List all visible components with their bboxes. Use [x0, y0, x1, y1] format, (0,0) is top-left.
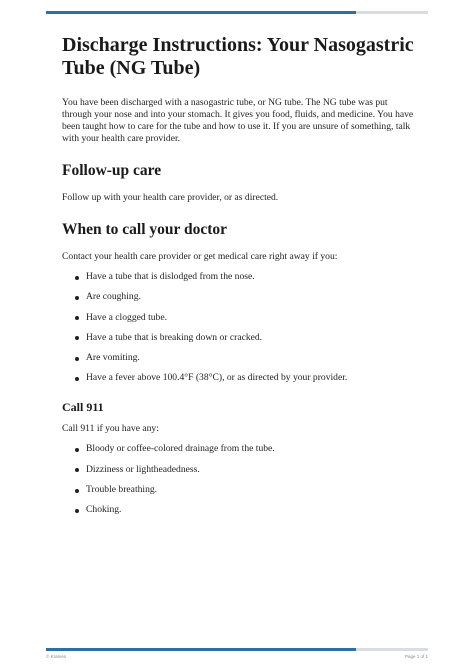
bullet-icon: [75, 336, 79, 340]
bullet-icon: [75, 489, 79, 493]
list-item-text: Trouble breathing.: [86, 484, 158, 496]
list-item-text: Have a clogged tube.: [86, 311, 167, 323]
bullet-icon: [75, 296, 79, 300]
bullet-icon: [75, 509, 79, 513]
top-accent-bar: [46, 11, 428, 14]
list-item: [62, 352, 414, 364]
bullet-icon: [75, 448, 79, 452]
bottom-accent-bar-fill: [46, 648, 356, 651]
list-item: [62, 332, 414, 344]
call-911-text: Call 911 if you have any:: [62, 423, 159, 435]
call-911-heading: Call 911: [62, 400, 104, 415]
intro-paragraph: You have been discharged with a nasogastric tube, or NG tube. The NG tube was put through your nose and into your stomach. It gives you food, fluids, and medicine. You have been taught how to care for the tube and how to use it. If you are unsure of something, talk with your health care provider.: [62, 97, 414, 144]
follow-up-text: Follow up with your health care provider, or as directed.: [62, 192, 279, 203]
when-to-call-list: [62, 271, 414, 384]
list-item-text: Have a tube that is breaking down or cracked.: [86, 331, 263, 343]
call-911-list: [62, 443, 414, 516]
list-item: [62, 443, 414, 455]
when-to-call-heading: When to call your doctor: [62, 221, 228, 238]
list-item: [62, 484, 414, 496]
footer-copyright: © Krames: [46, 654, 67, 659]
list-item: [62, 271, 414, 283]
bullet-icon: [75, 276, 79, 280]
list-item: [62, 372, 414, 384]
bullet-icon: [75, 357, 79, 361]
list-item-text: Choking.: [86, 504, 122, 516]
bullet-icon: [75, 316, 79, 320]
list-item-text: Are coughing.: [86, 291, 141, 303]
bullet-icon: [75, 468, 79, 472]
list-item-text: Have a fever above 100.4°F (38°C), or as directed by your provider.: [86, 372, 348, 384]
bullet-icon: [75, 377, 79, 381]
follow-up-heading: Follow-up care: [62, 162, 162, 179]
document-body: [62, 34, 414, 525]
list-item: [62, 504, 414, 516]
document-title: Discharge Instructions: Your Nasogastric Tube (NG Tube): [62, 34, 414, 79]
list-item-text: Dizziness or lightheadedness.: [86, 463, 200, 475]
list-item-text: Are vomiting.: [86, 352, 140, 364]
list-item: [62, 312, 414, 324]
footer-page-number: Page 1 of 1: [404, 654, 428, 659]
when-to-call-text: Contact your health care provider or get medical care right away if you:: [62, 251, 338, 262]
list-item-text: Have a tube that is dislodged from the nose.: [86, 271, 255, 282]
top-accent-bar-fill: [46, 11, 356, 14]
list-item-text: Bloody or coffee-colored drainage from the tube.: [86, 443, 275, 455]
list-item: [62, 291, 414, 303]
bottom-accent-bar: [46, 648, 428, 651]
list-item: [62, 464, 414, 476]
